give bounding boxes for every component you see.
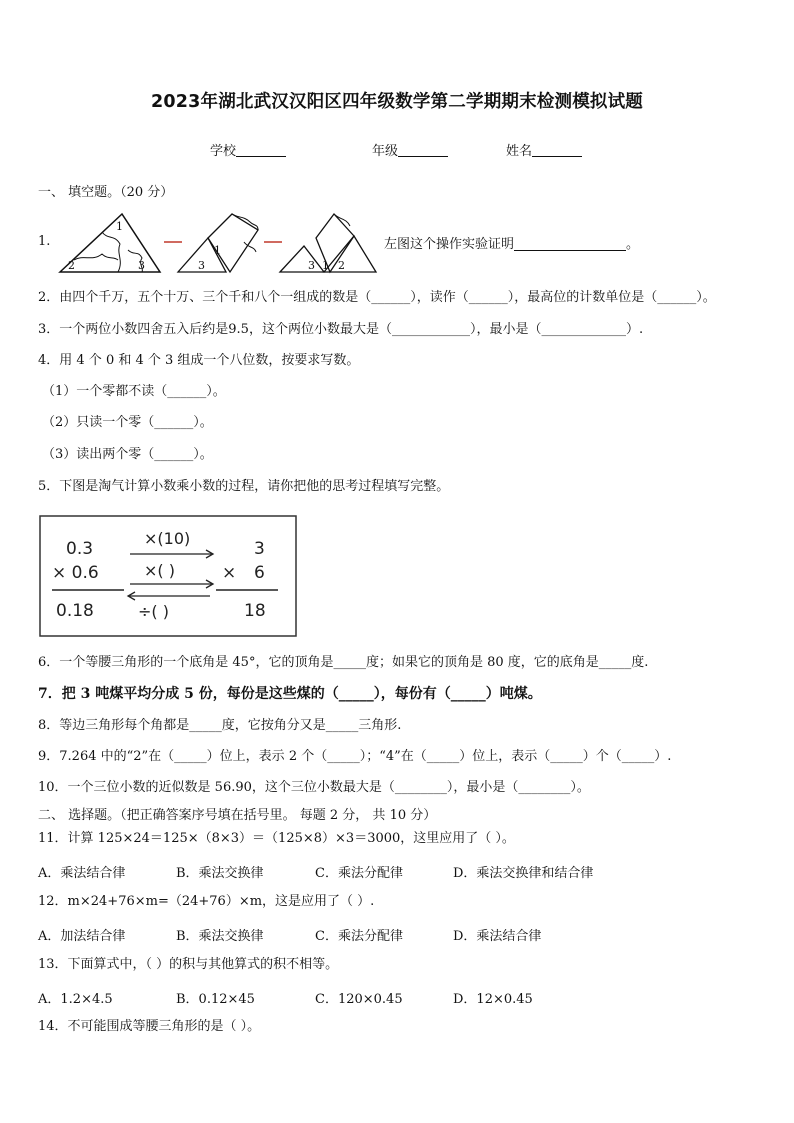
q12-option-c[interactable]: C．乘法分配律 — [315, 929, 403, 944]
q12-text: 12．m×24+76×m=（24+76）×m，这是应用了（ ）. — [38, 894, 375, 909]
q1-angle-label-3-fold: 3 — [198, 259, 205, 272]
q4-part-1: （1）一个零都不读（______）。 — [42, 384, 226, 399]
q2-text: 2．由四个千万，五个十万、三个千和八个一组成的数是（______），读作（______），最高位的计数单位是（______）。 — [38, 290, 716, 305]
school-label: 学校 — [210, 144, 237, 159]
q5-calculation-figure — [38, 514, 298, 638]
name-blank[interactable] — [532, 144, 582, 157]
q7-text: 7．把 3 吨煤平均分成 5 份，每份是这些煤的（_____），每份有（_____）吨煤。 — [38, 686, 542, 702]
q11-option-a[interactable]: A．乘法结合律 — [38, 866, 126, 881]
q4-part-2: （2）只读一个零（______）。 — [42, 415, 213, 430]
q1-angle-label-2: 2 — [68, 259, 75, 272]
q11-option-c[interactable]: C．乘法分配律 — [315, 866, 403, 881]
q13-option-b[interactable]: B．0.12×45 — [176, 992, 255, 1007]
q11-option-b[interactable]: B．乘法交换律 — [176, 866, 264, 881]
q12-option-b[interactable]: B．乘法交换律 — [176, 929, 264, 944]
school-field — [210, 140, 286, 159]
q12-option-a[interactable]: A．加法结合律 — [38, 929, 126, 944]
grade-field — [372, 140, 448, 159]
q5-arrow1-label: ×(10) — [144, 529, 191, 548]
q1-triangle-figure — [58, 210, 383, 275]
grade-blank[interactable] — [398, 144, 448, 157]
q1-angle-label-2-final: 2 — [338, 259, 345, 272]
q5-text: 5．下图是淘气计算小数乘小数的过程，请你把他的思考过程填写完整。 — [38, 479, 450, 494]
q1-answer-blank[interactable] — [514, 237, 626, 251]
section-2-heading: 二、 选择题。（把正确答案序号填在括号里。 每题 2 分， 共 10 分） — [38, 808, 437, 823]
q5-left-mid: × 0.6 — [52, 563, 99, 583]
q13-option-d[interactable]: D．12×0.45 — [453, 992, 533, 1007]
q12-option-d[interactable]: D．乘法结合律 — [453, 929, 542, 944]
page-title: 2023年湖北武汉汉阳区四年级数学第二学期期末检测模拟试题 — [150, 92, 643, 112]
q5-right-result: 18 — [244, 601, 266, 621]
q14-text: 14．不可能围成等腰三角形的是（ ）。 — [38, 1019, 261, 1034]
q10-text: 10．一个三位小数的近似数是 56.90，这个三位小数最大是（________），最小是（________）。 — [38, 780, 590, 795]
q4-part-3: （3）读出两个零（______）。 — [42, 447, 213, 462]
q5-left-top: 0.3 — [66, 539, 94, 559]
q5-left-result: 0.18 — [56, 601, 94, 621]
q11-option-d[interactable]: D．乘法交换律和结合律 — [453, 866, 594, 881]
q11-text: 11．计算 125×24＝125×（8×3）＝（125×8）×3＝3000，这里应用了（ ）。 — [38, 831, 515, 846]
q3-text: 3．一个两位小数四舍五入后约是9.5，这个两位小数最大是（____________），最小是（_____________）. — [38, 322, 644, 337]
q4-text: 4．用 4 个 0 和 4 个 3 组成一个八位数，按要求写数。 — [38, 353, 360, 368]
q5-arrow2-label: ×( ) — [144, 561, 175, 580]
q13-option-a[interactable]: A．1.2×4.5 — [38, 992, 113, 1007]
q13-option-c[interactable]: C．120×0.45 — [315, 992, 403, 1007]
name-field — [506, 140, 582, 159]
q9-text: 9．7.264 中的“2”在（_____）位上，表示 2 个（_____）；“4”在（_____）位上，表示（_____）个（_____）. — [38, 749, 672, 764]
q13-text: 13．下面算式中，（ ）的积与其他算式的积不相等。 — [38, 957, 339, 972]
q8-text: 8．等边三角形每个角都是_____度，它按角分又是_____三角形. — [38, 718, 402, 733]
q1-number: 1. — [38, 234, 51, 249]
q1-angle-label-1: 1 — [116, 220, 123, 233]
q5-right-times: × — [222, 563, 237, 583]
q1-angle-label-3-final: 3 — [308, 259, 315, 272]
q5-arrow3-label: ÷( ) — [138, 602, 169, 621]
q1-text-after: 。 — [626, 237, 640, 252]
name-label: 姓名 — [506, 144, 533, 159]
q1-angle-label-1-final: 1 — [322, 259, 329, 272]
q1-text-before: 左图这个操作实验证明 — [384, 237, 515, 252]
q5-right-top: 3 — [254, 539, 265, 559]
section-1-heading: 一、 填空题。（20 分） — [38, 185, 174, 200]
q5-right-mid: 6 — [254, 563, 265, 583]
q1-angle-label-3: 3 — [138, 259, 145, 272]
q6-text: 6．一个等腰三角形的一个底角是 45°，它的顶角是_____度；如果它的顶角是 80 度，它的底角是_____度. — [38, 655, 649, 670]
school-blank[interactable] — [236, 144, 286, 157]
q1-statement — [384, 233, 639, 252]
grade-label: 年级 — [372, 144, 399, 159]
q1-angle-label-1-fold: 1 — [214, 244, 221, 257]
